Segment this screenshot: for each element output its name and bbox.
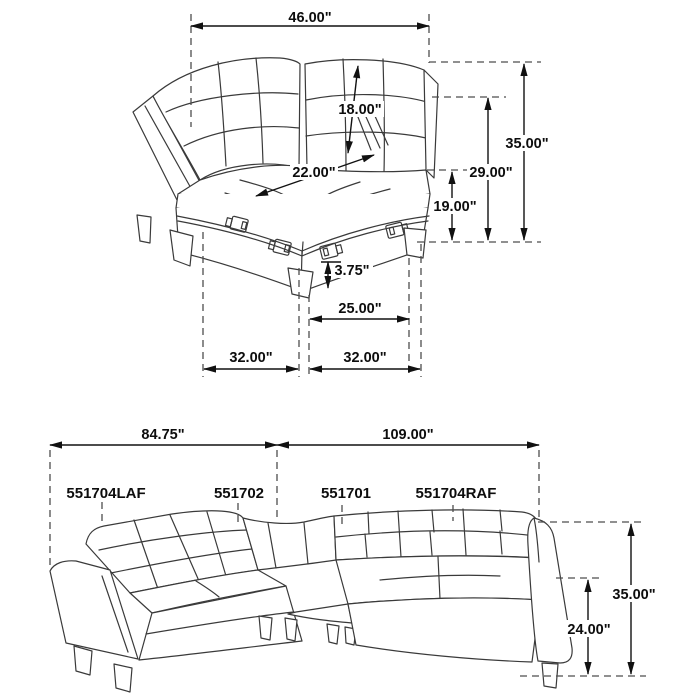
dim-leg-height: 3.75" — [334, 263, 370, 279]
part-label-laf: 551704LAF — [66, 485, 146, 502]
dim-front-width: 25.00" — [338, 301, 382, 317]
corner-module-line-art — [133, 58, 438, 298]
sectional-corner-platform — [288, 604, 352, 623]
dim-seat-height: 19.00" — [433, 199, 477, 215]
dim-overall-height: 35.00" — [505, 136, 549, 152]
dim-sectional-overall-height: 35.00" — [612, 587, 656, 603]
part-label-armless-2: 551701 — [320, 485, 372, 502]
dim-seat-depth: 22.00" — [292, 165, 336, 181]
sectional-corner-back — [243, 516, 336, 570]
dim-back-height: 29.00" — [469, 165, 513, 181]
dim-overall-width: 46.00" — [288, 10, 332, 26]
part-label-raf: 551704RAF — [415, 485, 497, 502]
dim-back-cushion-height: 18.00" — [338, 102, 382, 118]
sectional-line-art — [50, 509, 572, 692]
dim-left-arm-side-length: 84.75" — [141, 427, 185, 443]
right-side-panel — [424, 70, 438, 178]
sectional-right-skirt — [348, 598, 540, 662]
dim-right-arm-side-length: 109.00" — [382, 427, 434, 443]
dim-right-side-width: 32.00" — [343, 350, 387, 366]
part-label-armless-1: 551702 — [213, 485, 265, 502]
dim-left-side-width: 32.00" — [229, 350, 273, 366]
dim-sectional-arm-height: 24.00" — [567, 622, 611, 638]
